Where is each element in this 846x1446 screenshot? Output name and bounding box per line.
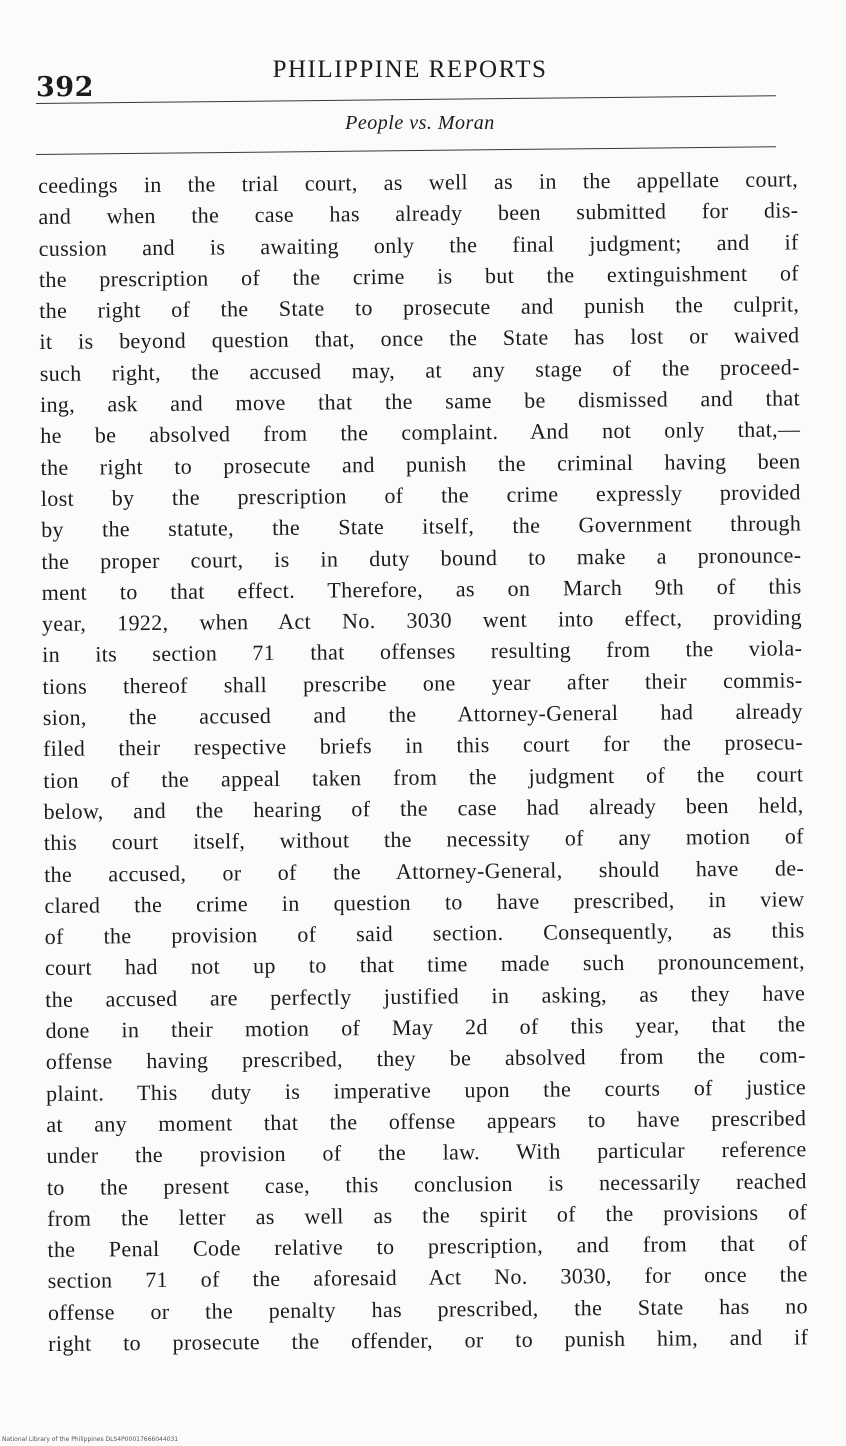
text-line: plaint. This duty is imperative upon the courts of justice bbox=[45, 1073, 807, 1106]
text-line: right to prosecute the offender, or to punish him, and if bbox=[48, 1324, 809, 1356]
text-line: ment to that effect. Therefore, as on March 9th of this bbox=[41, 573, 802, 605]
text-line: year, 1922, when Act No. 3030 went into effect, providing bbox=[41, 604, 803, 637]
text-line: by the statute, the State itself, the Government through bbox=[41, 510, 802, 543]
running-head: PHILIPPINE REPORTS bbox=[272, 56, 548, 83]
text-line: lost by the prescription of the crime expressly provided bbox=[40, 479, 801, 511]
text-line: offense or the penalty has prescribed, the State has no bbox=[47, 1293, 809, 1325]
text-line: the right to prosecute and punish the criminal having been bbox=[40, 448, 801, 480]
text-line: he be absolved from the complaint. And not only that,— bbox=[40, 416, 801, 449]
text-line: to the present case, this conclusion is necessarily reached bbox=[46, 1167, 807, 1200]
text-line: offense having prescribed, they be absolved from the com- bbox=[45, 1042, 806, 1075]
text-line: at any moment that the offense appears to have prescribed bbox=[46, 1105, 807, 1137]
text-line: the Penal Code relative to prescription, and from that of bbox=[47, 1230, 808, 1263]
text-line: from the letter as well as the spirit of the provisions of bbox=[47, 1199, 808, 1231]
text-line: tions thereof shall prescribe one year after their commis- bbox=[42, 667, 803, 699]
case-title: People vs. Moran bbox=[345, 112, 495, 134]
text-line: done in their motion of May 2d of this year, that the bbox=[45, 1011, 806, 1043]
text-line: the right of the State to prosecute and punish the culprit, bbox=[39, 291, 800, 324]
text-line: filed their respective briefs in this court for the prosecu- bbox=[42, 729, 804, 762]
text-line: ing, ask and move that the same be dismissed and that bbox=[39, 385, 801, 418]
header-rule-bottom bbox=[36, 146, 776, 155]
text-line: and when the case has already been submitted for dis- bbox=[38, 197, 799, 230]
text-line: the prescription of the crime is but the extinguishment of bbox=[38, 260, 800, 292]
text-line: court had not up to that time made such pronouncement, bbox=[44, 948, 806, 981]
text-line: of the provision of said section. Consequently, as this bbox=[44, 917, 805, 950]
text-line: such right, the accused may, at any stage of the proceed- bbox=[39, 354, 800, 386]
text-line: this court itself, without the necessity of any motion of bbox=[43, 823, 804, 856]
text-line: tion of the appeal taken from the judgment of the court bbox=[43, 760, 804, 793]
text-line: clared the crime in question to have prescribed, in view bbox=[44, 886, 805, 918]
text-line: cussion and is awaiting only the final judgment; and if bbox=[38, 228, 799, 261]
body-text bbox=[38, 163, 808, 1359]
text-line: it is beyond question that, once the State has lost or waived bbox=[39, 322, 800, 355]
text-line: the accused, or of the Attorney-General, should have de- bbox=[44, 854, 805, 887]
page-number: 392 bbox=[36, 72, 94, 103]
text-line: ceedings in the trial court, as well as in the appellate court, bbox=[38, 166, 799, 198]
scan-footer-note: National Library of the Philippines DLS4P00017666044031 bbox=[2, 1436, 179, 1443]
text-line: the proper court, is in duty bound to make a pronounce- bbox=[41, 541, 802, 574]
text-line: under the provision of the law. With particular reference bbox=[46, 1136, 807, 1169]
text-line: the accused are perfectly justified in asking, as they have bbox=[45, 980, 806, 1012]
text-line: section 71 of the aforesaid Act No. 3030, for once the bbox=[47, 1261, 808, 1294]
header-rule-top bbox=[36, 95, 776, 104]
text-line: in its section 71 that offenses resulting from the viola- bbox=[42, 635, 803, 668]
text-line: below, and the hearing of the case had already been held, bbox=[43, 792, 804, 824]
text-line: sion, the accused and the Attorney-General had already bbox=[42, 698, 803, 731]
